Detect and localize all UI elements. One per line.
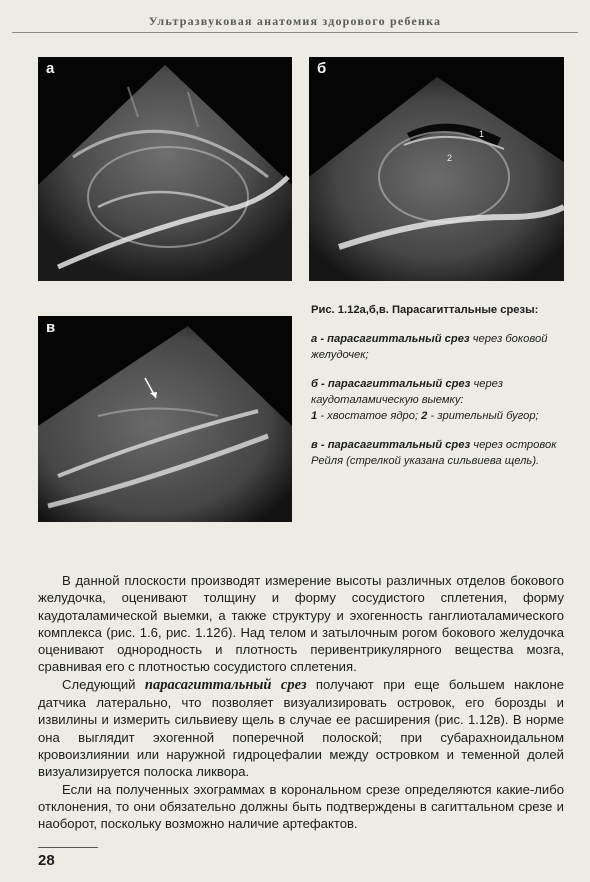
ultrasound-image-c — [38, 316, 292, 522]
marker-2: 2 — [447, 153, 453, 163]
panel-letter-a: а — [46, 60, 55, 77]
running-header — [12, 10, 578, 33]
paragraph-3: Если на полученных эхограммах в корональном срезе определяются какие-либо отклонения, то они обязательно должны быть подтверждены в сагиттальном срезе и наоборот, поскольку возможно наличие артефактов. — [38, 781, 564, 832]
ultrasound-scan-b — [309, 57, 564, 281]
paragraph-2: Следующий парасагиттальный срез получают при еще большем наклоне датчика латерально, что позволяет визуализировать островок, его борозды и извилины и измерить сильвиеву щель в случае ее расширения (рис. 1.12в). В норме она выглядит эхогенной поперечной полоской; при субарахноидальном кровоизлиянии или наружной гидроцефалии между островком и теменной долей визуализируется полоска ликвора. — [38, 676, 564, 780]
figure-caption — [311, 302, 569, 482]
marker-1: 1 — [479, 129, 485, 139]
body-text — [38, 572, 564, 832]
page-number: 28 — [38, 852, 55, 869]
ultrasound-scan-c — [38, 316, 292, 522]
ultrasound-scan-a — [38, 57, 292, 281]
caption-title: Рис. 1.12а,б,в. Парасагиттальные срезы: — [311, 304, 539, 316]
ultrasound-image-b — [309, 57, 564, 281]
paragraph-1: В данной плоскости производят измерение высоты различных отделов бокового желудочка, оценивают толщину и форму сосудистого сплетения, форму каудоталамической выемки, а также структуру и эхогенность ганглиоталамического комплекса (рис. 1.6, рис. 1.12б). Над телом и затылочным рогом бокового желудочка оценивают однородность и плотность перивентрикулярного вещества мозга, сравнивая его с плотностью сосудистого сплетения. — [38, 573, 564, 675]
caption-item-a: а - парасагиттальный срез через боковой желудочек; — [311, 333, 548, 361]
caption-item-c: в - парасагиттальный срез через островок Рейля (стрелкой указана сильвиева щель). — [311, 439, 557, 467]
caption-item-b: б - парасагиттальный срез через каудоталамическую выемку: — [311, 378, 503, 406]
caption-item-b-legend: 1 - хвостатое ядро; 2 - зрительный бугор; — [311, 410, 539, 422]
term-parasagittal: парасагиттальный срез — [144, 676, 307, 693]
panel-letter-b: б — [317, 60, 327, 77]
running-title: Ультразвуковая анатомия здорового ребенка — [148, 14, 442, 28]
ultrasound-image-a — [38, 57, 292, 281]
panel-letter-c: в — [46, 319, 56, 336]
footer-rule — [38, 847, 98, 848]
